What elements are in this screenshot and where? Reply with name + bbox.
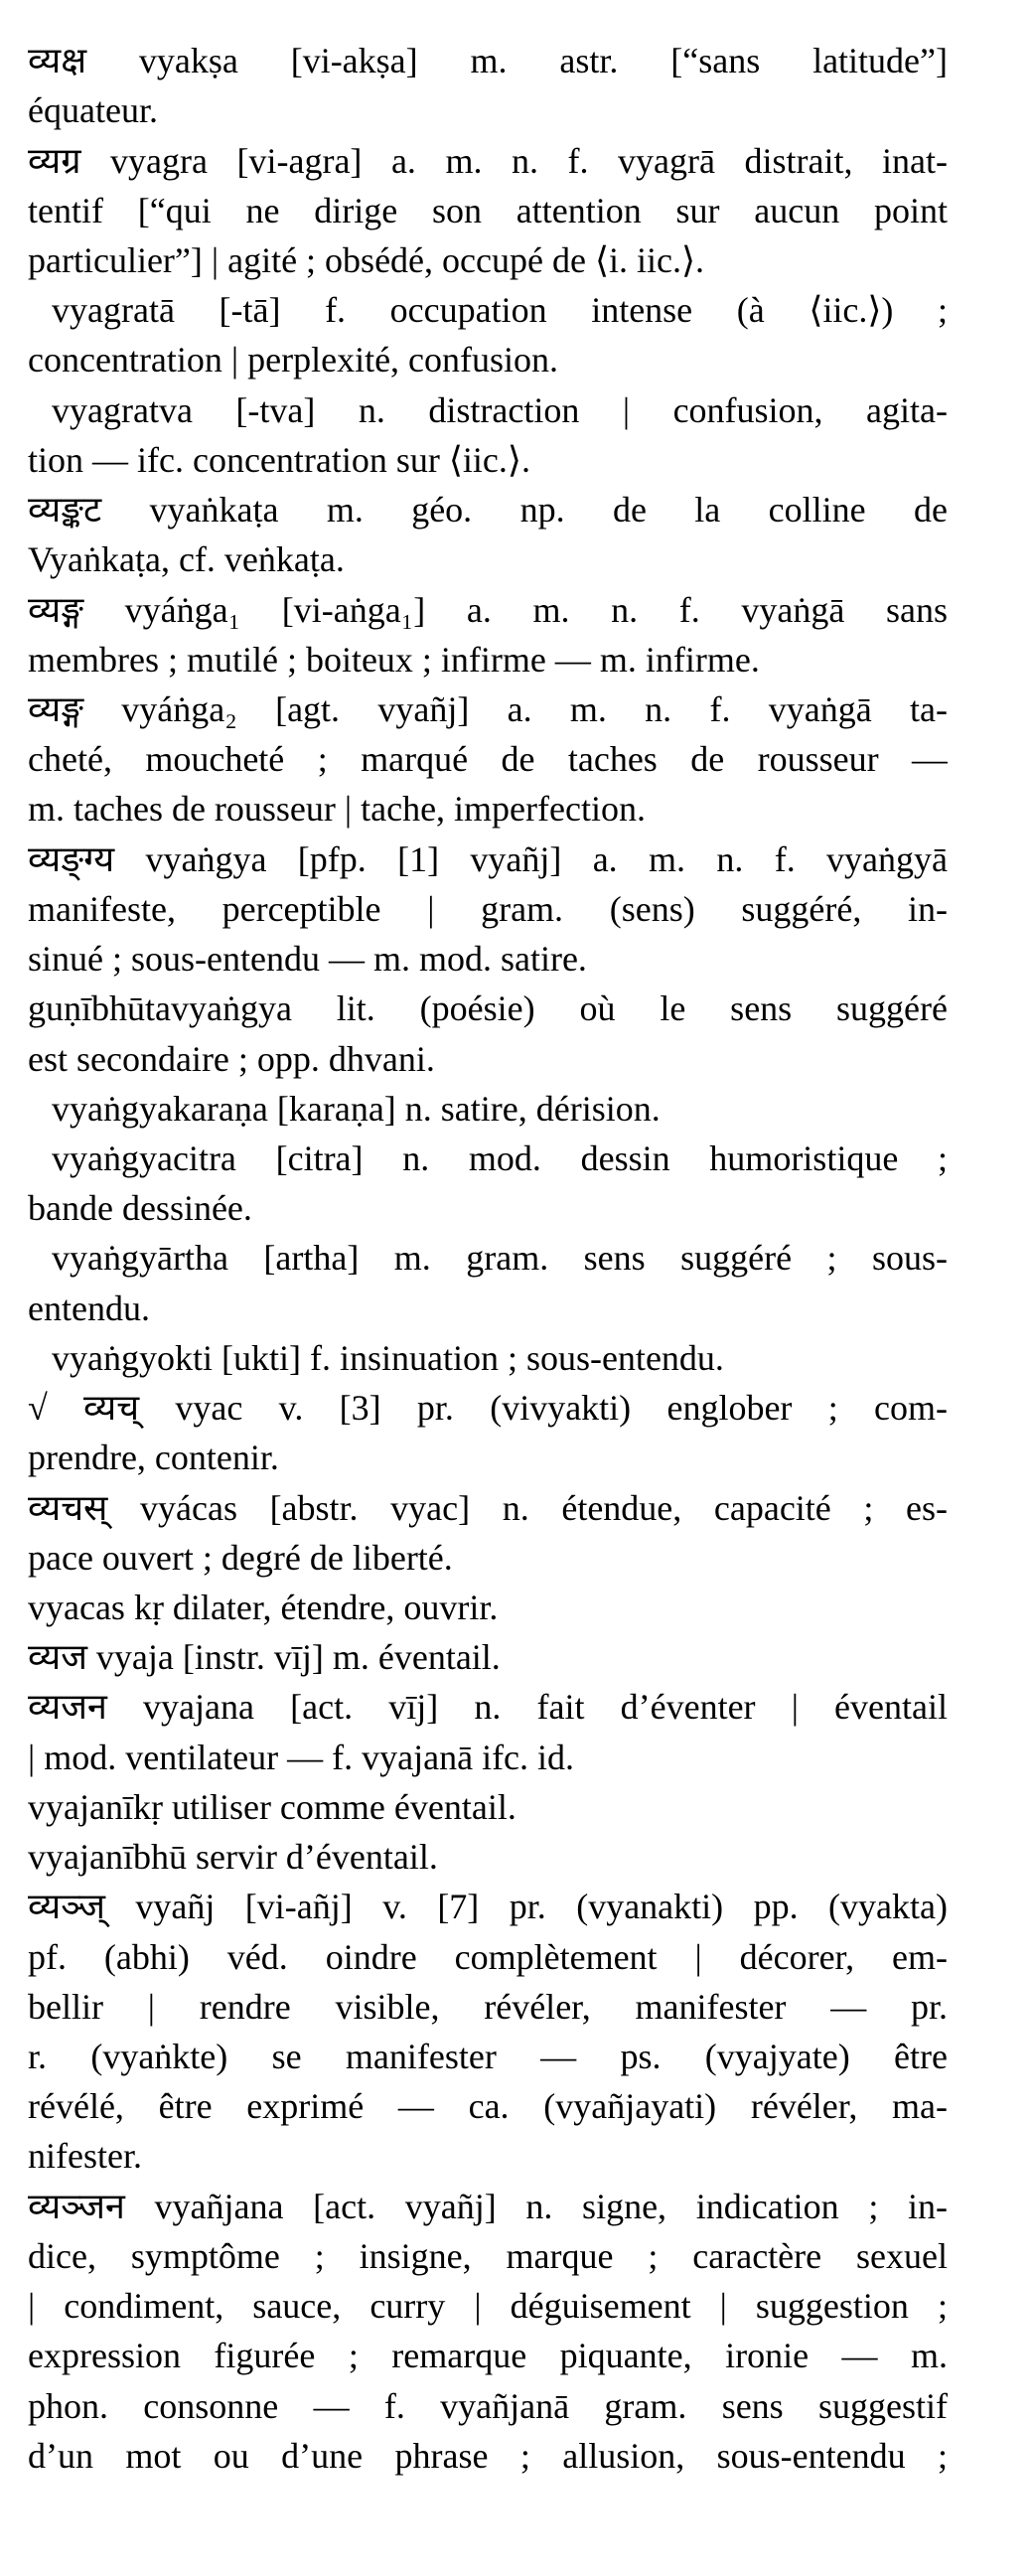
text-line: व्यजन vyajana [act. vīj] n. fait d’éventer | éventail bbox=[28, 1687, 948, 1727]
text-line: vyagratā [-tā] f. occupation intense (à ⟨iic.⟩) ; bbox=[52, 290, 948, 330]
text-line: est secondaire ; opp. dhvani. bbox=[28, 1039, 435, 1079]
text-line: व्यग्र vyagra [vi-agra] a. m. n. f. vyagrā distrait, inat- bbox=[28, 141, 948, 181]
text-line: bellir | rendre visible, révéler, manifester — pr. bbox=[28, 1987, 948, 2027]
text-line: nifester. bbox=[28, 2136, 142, 2176]
text-line: | condiment, sauce, curry | déguisement | suggestion ; bbox=[28, 2286, 948, 2326]
text-line: bande dessinée. bbox=[28, 1188, 252, 1228]
text-line: pace ouvert ; degré de liberté. bbox=[28, 1538, 453, 1578]
text-line: vyaṅgyacitra [citra] n. mod. dessin humoristique ; bbox=[52, 1138, 948, 1178]
text-line: व्यङ्ग vyáṅga₁ [vi-aṅga₁] a. m. n. f. vyaṅgā sans bbox=[28, 590, 948, 630]
text-line: tion — ifc. concentration sur ⟨iic.⟩. bbox=[28, 440, 530, 480]
text-line: व्यङ्ग vyáṅga₂ [agt. vyañj] a. m. n. f. vyaṅgā ta- bbox=[28, 689, 948, 729]
text-line: cheté, moucheté ; marqué de taches de rousseur — bbox=[28, 739, 948, 779]
text-line: expression figurée ; remarque piquante, ironie — m. bbox=[28, 2336, 948, 2375]
text-line: vyacas kṛ dilater, étendre, ouvrir. bbox=[28, 1588, 499, 1627]
text-line: vyagratva [-tva] n. distraction | confusion, agita- bbox=[52, 390, 948, 430]
text-line: révélé, être exprimé — ca. (vyañjayati) révéler, ma- bbox=[28, 2086, 948, 2126]
text-line: dice, symptôme ; insigne, marque ; caractère sexuel bbox=[28, 2236, 948, 2276]
text-line: particulier”] | agité ; obsédé, occupé de ⟨i. iic.⟩. bbox=[28, 240, 705, 280]
text-line: concentration | perplexité, confusion. bbox=[28, 340, 559, 379]
text-line: m. taches de rousseur | tache, imperfection. bbox=[28, 789, 646, 829]
text-line: व्यङ्ग्य vyaṅgya [pfp. [1] vyañj] a. m. n. f. vyaṅgyā bbox=[28, 839, 948, 879]
text-line: | mod. ventilateur — f. vyajanā ifc. id. bbox=[28, 1738, 575, 1777]
text-line: vyajanībhū servir d’éventail. bbox=[28, 1837, 438, 1877]
text-line: व्यञ्जन vyañjana [act. vyañj] n. signe, indication ; in- bbox=[28, 2187, 948, 2226]
text-line: pf. (abhi) véd. oindre complètement | décorer, em- bbox=[28, 1937, 948, 1977]
text-line: prendre, contenir. bbox=[28, 1438, 279, 1477]
text-line: vyaṅgyārtha [artha] m. gram. sens suggéré ; sous- bbox=[52, 1238, 948, 1278]
text-line: tentif [“qui ne dirige son attention sur aucun point bbox=[28, 191, 948, 230]
text-line: vyaṅgyokti [ukti] f. insinuation ; sous-entendu. bbox=[52, 1338, 724, 1378]
text-line: équateur. bbox=[28, 90, 158, 130]
text-line: व्यक्ष vyakṣa [vi-akṣa] m. astr. [“sans latitude”] bbox=[28, 41, 948, 80]
text-line: sinué ; sous-entendu — m. mod. satire. bbox=[28, 939, 587, 979]
text-line: व्यङ्कट vyaṅkaṭa m. géo. np. de la colline de bbox=[28, 490, 948, 530]
text-line: vyaṅgyakaraṇa [karaṇa] n. satire, dérision. bbox=[52, 1089, 661, 1129]
text-line: व्यज vyaja [instr. vīj] m. éventail. bbox=[28, 1637, 501, 1677]
text-line: phon. consonne — f. vyañjanā gram. sens suggestif bbox=[28, 2386, 948, 2426]
text-line: vyajanīkṛ utiliser comme éventail. bbox=[28, 1787, 516, 1827]
text-line: entendu. bbox=[28, 1288, 150, 1328]
text-line: guṇībhūtavyaṅgya lit. (poésie) où le sens suggéré bbox=[28, 988, 948, 1028]
text-line: membres ; mutilé ; boiteux ; infirme — m. infirme. bbox=[28, 640, 760, 680]
text-line: Vyaṅkaṭa, cf. veṅkaṭa. bbox=[28, 539, 345, 579]
text-line: d’un mot ou d’une phrase ; allusion, sous-entendu ; bbox=[28, 2436, 948, 2476]
text-line: r. (vyaṅkte) se manifester — ps. (vyajyate) être bbox=[28, 2037, 948, 2076]
text-line: व्यचस् vyácas [abstr. vyac] n. étendue, capacité ; es- bbox=[28, 1488, 948, 1528]
text-line: व्यञ्ज् vyañj [vi-añj] v. [7] pr. (vyanakti) pp. (vyakta) bbox=[28, 1887, 948, 1926]
text-line: manifeste, perceptible | gram. (sens) suggéré, in- bbox=[28, 889, 948, 929]
text-line: √ व्यच् vyac v. [3] pr. (vivyakti) englober ; com- bbox=[28, 1388, 948, 1428]
